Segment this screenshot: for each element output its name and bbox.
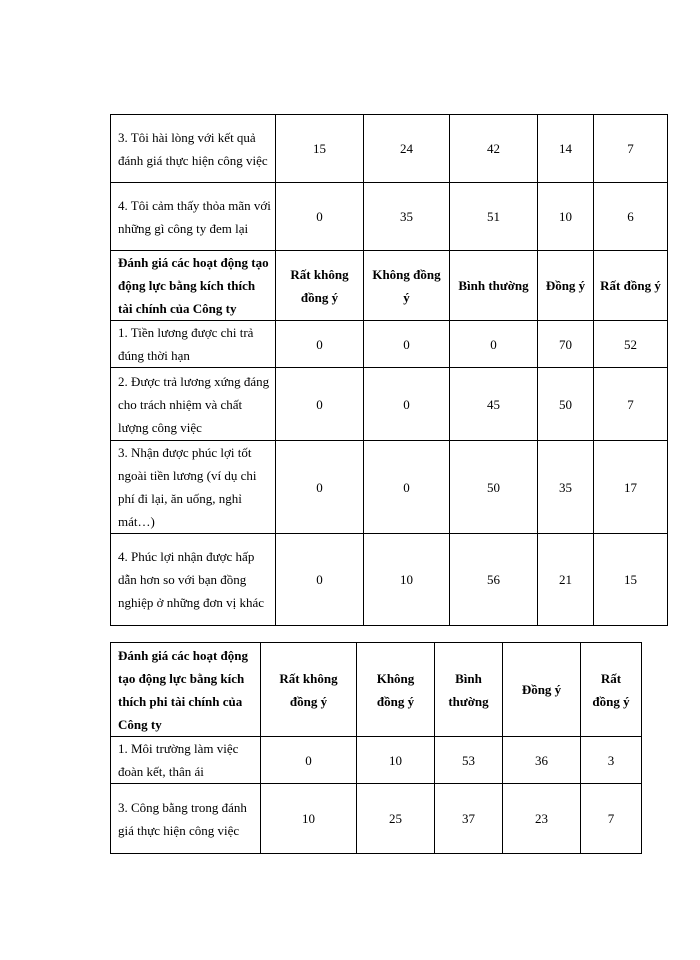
question-cell: 3. Nhận được phúc lợi tốt ngoài tiền lương (ví dụ chi phí đi lại, ăn uống, nghỉ mát…) xyxy=(111,441,276,534)
value-cell: 0 xyxy=(364,441,450,534)
value-cell: 24 xyxy=(364,115,450,183)
value-cell: 36 xyxy=(503,737,581,784)
value-cell: 14 xyxy=(538,115,594,183)
value-cell: 0 xyxy=(261,737,357,784)
value-cell: 70 xyxy=(538,321,594,368)
value-cell: 0 xyxy=(276,534,364,626)
value-cell: 53 xyxy=(435,737,503,784)
value-cell: 0 xyxy=(450,321,538,368)
table-header-row xyxy=(111,643,642,737)
column-header: Đồng ý xyxy=(503,643,581,737)
table-row xyxy=(111,441,668,534)
value-cell: 42 xyxy=(450,115,538,183)
table-row xyxy=(111,737,642,784)
value-cell: 6 xyxy=(594,183,668,251)
column-header: Rất đồng ý xyxy=(594,251,668,321)
table-row xyxy=(111,534,668,626)
value-cell: 50 xyxy=(538,368,594,441)
section-header: Đánh giá các hoạt động tạo động lực bằng kích thích tài chính của Công ty xyxy=(111,251,276,321)
value-cell: 23 xyxy=(503,784,581,854)
value-cell: 10 xyxy=(538,183,594,251)
question-cell: 2. Được trả lương xứng đáng cho trách nhiệm và chất lượng công việc xyxy=(111,368,276,441)
value-cell: 7 xyxy=(594,368,668,441)
value-cell: 35 xyxy=(538,441,594,534)
value-cell: 10 xyxy=(357,737,435,784)
table-row xyxy=(111,115,668,183)
value-cell: 56 xyxy=(450,534,538,626)
column-header: Không đồng ý xyxy=(364,251,450,321)
table-row xyxy=(111,784,642,854)
value-cell: 3 xyxy=(581,737,642,784)
question-cell: 1. Tiền lương được chi trả đúng thời hạn xyxy=(111,321,276,368)
value-cell: 0 xyxy=(276,183,364,251)
question-cell: 4. Tôi cảm thấy thỏa mãn với những gì công ty đem lại xyxy=(111,183,276,251)
value-cell: 15 xyxy=(276,115,364,183)
value-cell: 17 xyxy=(594,441,668,534)
question-cell: 1. Môi trường làm việc đoàn kết, thân ái xyxy=(111,737,261,784)
value-cell: 10 xyxy=(261,784,357,854)
question-cell: 3. Tôi hài lòng với kết quả đánh giá thực hiện công việc xyxy=(111,115,276,183)
table-row xyxy=(111,183,668,251)
value-cell: 50 xyxy=(450,441,538,534)
value-cell: 52 xyxy=(594,321,668,368)
value-cell: 35 xyxy=(364,183,450,251)
value-cell: 0 xyxy=(276,368,364,441)
question-cell: 4. Phúc lợi nhận được hấp dẫn hơn so với bạn đồng nghiệp ở những đơn vị khác xyxy=(111,534,276,626)
table-row xyxy=(111,321,668,368)
value-cell: 7 xyxy=(581,784,642,854)
question-cell: 3. Công bằng trong đánh giá thực hiện công việc xyxy=(111,784,261,854)
value-cell: 0 xyxy=(364,321,450,368)
value-cell: 37 xyxy=(435,784,503,854)
value-cell: 25 xyxy=(357,784,435,854)
section-header: Đánh giá các hoạt động tạo động lực bằng kích thích phi tài chính của Công ty xyxy=(111,643,261,737)
non-financial-motivation-table xyxy=(110,642,642,854)
table-row xyxy=(111,368,668,441)
value-cell: 45 xyxy=(450,368,538,441)
column-header: Đồng ý xyxy=(538,251,594,321)
value-cell: 0 xyxy=(276,441,364,534)
value-cell: 15 xyxy=(594,534,668,626)
column-header: Rất không đồng ý xyxy=(276,251,364,321)
value-cell: 51 xyxy=(450,183,538,251)
value-cell: 21 xyxy=(538,534,594,626)
value-cell: 0 xyxy=(276,321,364,368)
column-header: Không đồng ý xyxy=(357,643,435,737)
column-header: Rất đồng ý xyxy=(581,643,642,737)
column-header: Rất không đồng ý xyxy=(261,643,357,737)
value-cell: 0 xyxy=(364,368,450,441)
column-header: Bình thường xyxy=(435,643,503,737)
financial-motivation-table xyxy=(110,114,668,626)
column-header: Bình thường xyxy=(450,251,538,321)
value-cell: 7 xyxy=(594,115,668,183)
table-header-row xyxy=(111,251,668,321)
value-cell: 10 xyxy=(364,534,450,626)
